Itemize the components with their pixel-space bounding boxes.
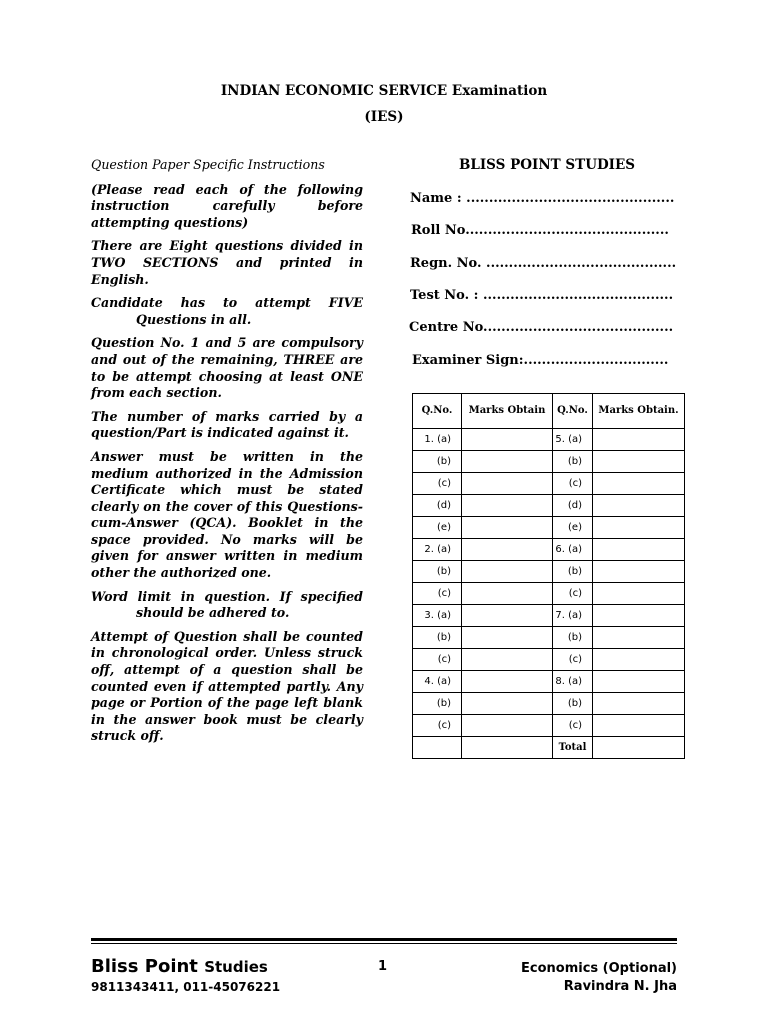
question-number-cell: (b) bbox=[413, 451, 462, 473]
question-number-cell: 6. (a) bbox=[553, 539, 593, 561]
question-number-cell: (b) bbox=[553, 451, 593, 473]
marks-input-cell[interactable] bbox=[462, 715, 553, 737]
marks-input-cell[interactable] bbox=[593, 495, 685, 517]
marks-input-cell[interactable] bbox=[462, 495, 553, 517]
question-number-cell: (e) bbox=[553, 517, 593, 539]
instruction-paragraph: The number of marks carried by a question/Part is indicated against it. bbox=[91, 408, 363, 441]
marks-input-cell[interactable] bbox=[462, 605, 553, 627]
question-number-cell: (b) bbox=[413, 693, 462, 715]
instruction-paragraph: (Please read each of the following instruction carefully before attempting questions) bbox=[91, 181, 363, 230]
footer-author: Ravindra N. Jha bbox=[563, 979, 677, 994]
footer-rule bbox=[91, 938, 677, 941]
question-number-cell: (b) bbox=[413, 627, 462, 649]
instruction-paragraph: Question No. 1 and 5 are compulsory and out of the remaining, THREE are to be attempt choosing at least ONE from each section. bbox=[91, 335, 363, 401]
question-number-cell: (c) bbox=[413, 649, 462, 671]
empty-cell bbox=[413, 737, 462, 759]
instruction-paragraph: Answer must be written in the medium authorized in the Admission Certificate which must be stated clearly on the cover of this Questions-cum-Answer (QCA). Booklet in the space provided. No marks will be given for answer written in medium other the authorized one. bbox=[91, 448, 363, 581]
name-field[interactable]: Name : .............................................. bbox=[410, 191, 675, 206]
marks-input-cell[interactable] bbox=[462, 429, 553, 451]
marks-input-cell[interactable] bbox=[462, 539, 553, 561]
question-number-cell: (d) bbox=[553, 495, 593, 517]
column-header: Q.No. bbox=[413, 394, 462, 429]
regn-no-field[interactable]: Regn. No. .......................................... bbox=[410, 256, 677, 271]
marks-input-cell[interactable] bbox=[462, 671, 553, 693]
institute-heading: BLISS POINT STUDIES bbox=[458, 157, 636, 173]
total-label: Total bbox=[553, 737, 593, 759]
marks-input-cell[interactable] bbox=[462, 561, 553, 583]
instruction-line: Word limit in question. If specified bbox=[91, 588, 363, 604]
footer-rule bbox=[91, 943, 677, 944]
marks-input-cell[interactable] bbox=[462, 693, 553, 715]
column-header: Marks Obtain bbox=[462, 394, 553, 429]
instruction-paragraph: There are Eight questions divided in TWO SECTIONS and printed in English. bbox=[91, 238, 363, 287]
instruction-paragraph: Attempt of Question shall be counted in chronological order. Unless struck off, attempt of a question shall be counted even if attempted partly. Any page or Portion of the page left blank in the answer book must be clearly struck off. bbox=[91, 628, 363, 744]
table-row bbox=[413, 539, 685, 561]
instructions-column bbox=[91, 157, 363, 752]
instruction-paragraph bbox=[91, 589, 363, 622]
marks-input-cell[interactable] bbox=[462, 649, 553, 671]
marks-input-cell[interactable] bbox=[593, 605, 685, 627]
brand-name: Bliss Point bbox=[91, 956, 198, 977]
marks-table bbox=[412, 393, 685, 759]
table-row bbox=[413, 561, 685, 583]
table-row bbox=[413, 671, 685, 693]
instruction-line: should be adhered to. bbox=[136, 605, 290, 621]
marks-input-cell[interactable] bbox=[462, 451, 553, 473]
question-number-cell: 8. (a) bbox=[553, 671, 593, 693]
marks-input-cell[interactable] bbox=[593, 649, 685, 671]
instructions-heading: Question Paper Specific Instructions bbox=[91, 157, 325, 172]
question-number-cell: (c) bbox=[413, 715, 462, 737]
roll-no-field[interactable]: Roll No............................................. bbox=[411, 223, 669, 238]
page-title: INDIAN ECONOMIC SERVICE Examination bbox=[220, 83, 548, 99]
marks-input-cell[interactable] bbox=[593, 451, 685, 473]
instruction-line: Candidate has to attempt FIVE bbox=[91, 295, 363, 311]
footer-phone: 9811343411, 011-45076221 bbox=[91, 980, 281, 994]
footer-brand bbox=[91, 956, 268, 977]
footer-subject: Economics (Optional) bbox=[521, 961, 677, 976]
question-number-cell: 3. (a) bbox=[413, 605, 462, 627]
brand-suffix: Studies bbox=[204, 958, 268, 976]
empty-cell bbox=[462, 737, 553, 759]
total-input-cell[interactable] bbox=[593, 737, 685, 759]
question-number-cell: (c) bbox=[553, 715, 593, 737]
marks-input-cell[interactable] bbox=[593, 539, 685, 561]
question-number-cell: (e) bbox=[413, 517, 462, 539]
marks-input-cell[interactable] bbox=[593, 473, 685, 495]
marks-input-cell[interactable] bbox=[593, 671, 685, 693]
table-header-row bbox=[413, 394, 685, 429]
marks-input-cell[interactable] bbox=[593, 429, 685, 451]
table-row bbox=[413, 473, 685, 495]
question-number-cell: (c) bbox=[553, 473, 593, 495]
question-number-cell: (c) bbox=[553, 649, 593, 671]
table-row bbox=[413, 605, 685, 627]
question-number-cell: (b) bbox=[413, 561, 462, 583]
instruction-line: Questions in all. bbox=[136, 311, 252, 327]
marks-input-cell[interactable] bbox=[462, 627, 553, 649]
question-number-cell: (c) bbox=[413, 473, 462, 495]
marks-input-cell[interactable] bbox=[593, 627, 685, 649]
question-number-cell: 2. (a) bbox=[413, 539, 462, 561]
page-subtitle: (IES) bbox=[364, 109, 404, 125]
marks-input-cell[interactable] bbox=[593, 561, 685, 583]
marks-input-cell[interactable] bbox=[462, 517, 553, 539]
examiner-sign-field[interactable]: Examiner Sign:................................ bbox=[412, 353, 669, 368]
question-number-cell: (c) bbox=[413, 583, 462, 605]
centre-no-field[interactable]: Centre No.......................................... bbox=[409, 320, 674, 335]
table-row bbox=[413, 429, 685, 451]
page-number: 1 bbox=[378, 959, 388, 974]
table-row bbox=[413, 693, 685, 715]
marks-input-cell[interactable] bbox=[462, 473, 553, 495]
marks-input-cell[interactable] bbox=[593, 517, 685, 539]
question-number-cell: 4. (a) bbox=[413, 671, 462, 693]
column-header: Marks Obtain. bbox=[593, 394, 685, 429]
marks-input-cell[interactable] bbox=[462, 583, 553, 605]
question-number-cell: 5. (a) bbox=[553, 429, 593, 451]
marks-input-cell[interactable] bbox=[593, 715, 685, 737]
table-row bbox=[413, 649, 685, 671]
column-header: Q.No. bbox=[553, 394, 593, 429]
question-number-cell: 1. (a) bbox=[413, 429, 462, 451]
table-row bbox=[413, 583, 685, 605]
table-row bbox=[413, 715, 685, 737]
table-row bbox=[413, 627, 685, 649]
question-number-cell: 7. (a) bbox=[553, 605, 593, 627]
table-row bbox=[413, 495, 685, 517]
table-row bbox=[413, 517, 685, 539]
question-number-cell: (b) bbox=[553, 627, 593, 649]
question-number-cell: (d) bbox=[413, 495, 462, 517]
table-row bbox=[413, 451, 685, 473]
marks-input-cell[interactable] bbox=[593, 583, 685, 605]
test-no-field[interactable]: Test No. : .......................................... bbox=[410, 288, 674, 303]
question-number-cell: (c) bbox=[553, 583, 593, 605]
marks-input-cell[interactable] bbox=[593, 693, 685, 715]
question-number-cell: (b) bbox=[553, 561, 593, 583]
total-row bbox=[413, 737, 685, 759]
question-number-cell: (b) bbox=[553, 693, 593, 715]
instruction-paragraph bbox=[91, 295, 363, 328]
